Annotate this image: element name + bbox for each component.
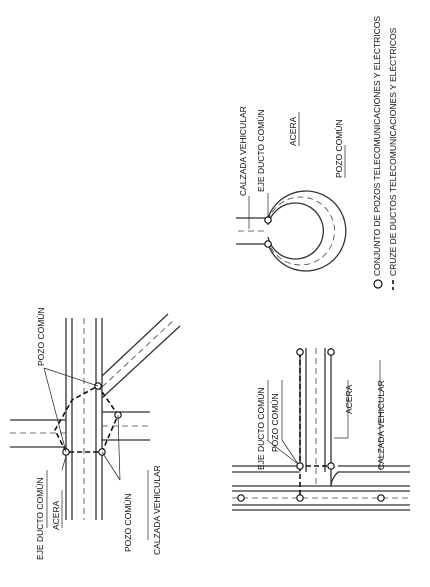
diag-road-center: [102, 320, 174, 387]
cul-eje-label: EJE DUCTO COMÚN: [256, 109, 266, 192]
cul-calzada-label: CALZADA VEHICULAR: [238, 106, 248, 196]
cul-de-sac-outer-edge: [268, 191, 346, 271]
tj-eje-label: EJE DUCTO COMÚN: [256, 387, 266, 470]
tj-pozo-2: [328, 349, 334, 355]
diag-eje-label: EJE DUCTO COMÚN: [35, 477, 45, 560]
legend-pozos-label: CONJUNTO DE POZOS TELECOMUNICACIONES Y ELÉCTRICOS: [372, 15, 382, 276]
cul-pozo-bottom: [265, 241, 271, 247]
diag-acera-label: ACERA: [51, 500, 61, 530]
cul-de-sac-duct-axis: [268, 197, 334, 265]
cul-acera-label: ACERA: [288, 116, 298, 146]
legend-ductos-label: CRUZE DE DUCTOS TELECOMUNICACIONES Y ELÉCTRICOS: [388, 27, 398, 276]
diag-road-edge-bottom: [102, 326, 180, 398]
tj-curve-right: [331, 472, 410, 486]
cul-pozo-label: POZO COMÚN: [334, 119, 344, 178]
tj-pozo-1: [297, 349, 303, 355]
pozo-circle-icon: [374, 280, 382, 288]
detail-cul-de-sac: [236, 106, 346, 271]
tj-pozo-6: [297, 495, 303, 501]
cul-de-sac-inner-edge: [268, 203, 323, 259]
diag-pozo-top-leader-1: [44, 368, 66, 452]
tj-acera-label: ACERA: [344, 384, 354, 414]
diag-pozo-bottom-label: POZO COMÚN: [123, 493, 133, 552]
detail-t-junction: [232, 348, 410, 510]
tj-pozo-label: POZO COMÚN: [270, 393, 280, 452]
diag-pozo-bottom-leader-1: [102, 452, 120, 480]
tj-calzada-label: CALZADA VEHICULAR: [376, 380, 386, 470]
tj-pozo-5: [238, 495, 244, 501]
diag-calzada-label: CALZADA VEHICULAR: [152, 465, 162, 555]
diag-duct-polygon: [55, 386, 118, 452]
diag-pozo-top-label: POZO COMÚN: [36, 307, 46, 366]
diag-pozo-bottom-leader-2: [118, 415, 120, 480]
diag-pozo-top-leader-2: [44, 368, 98, 386]
legend: [372, 16, 398, 290]
tj-pozo-leader: [282, 440, 298, 464]
tj-pozo-4: [328, 463, 334, 469]
detail-diagonal-intersection: [10, 307, 180, 560]
tj-pozo-7: [378, 495, 384, 501]
